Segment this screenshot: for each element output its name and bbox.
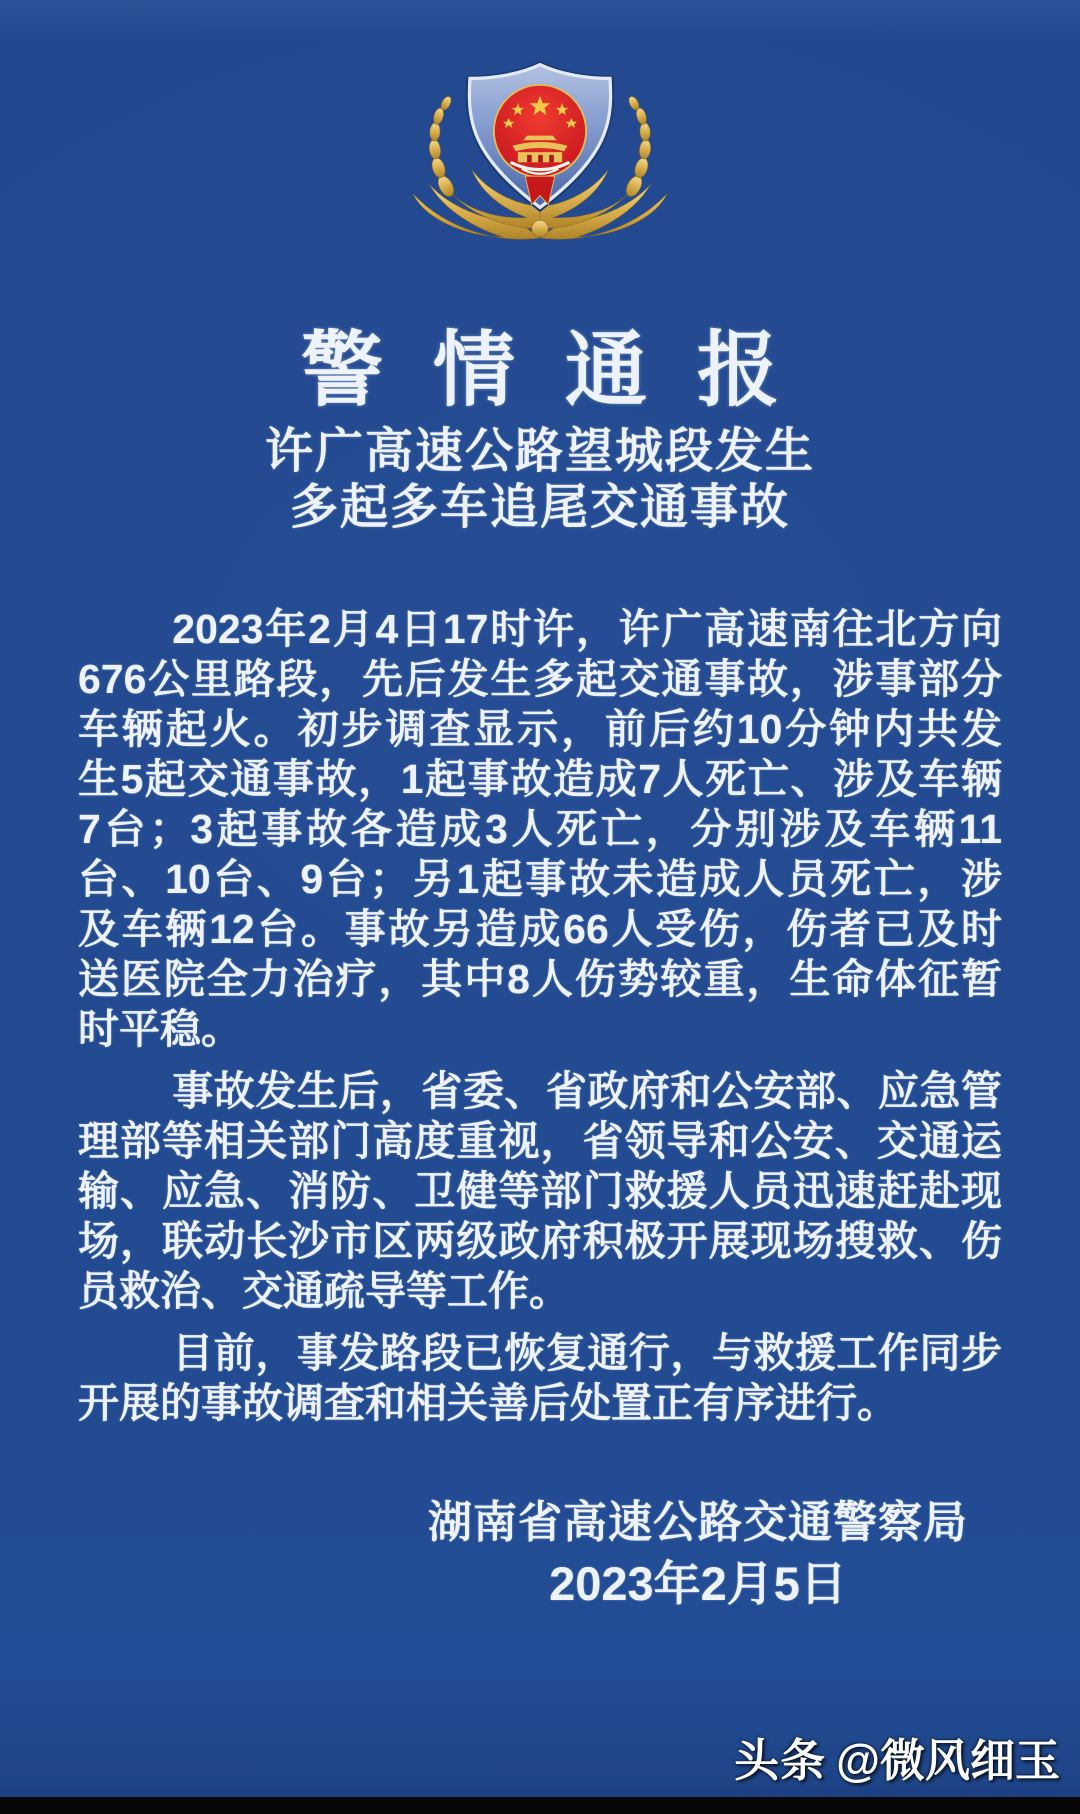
paragraph (78, 604, 1002, 1054)
body-line: 7台；3起事故各造成3人死亡，分别涉及车辆11 (78, 806, 1002, 852)
body-line: 车辆起火。初步调查显示，前后约10分钟内共发 (78, 706, 1002, 752)
body-line: 台、10台、9台；另1起事故未造成人员死亡，涉 (78, 856, 1002, 902)
paragraph (78, 1066, 1002, 1316)
body-line: 及车辆12台。事故另造成66人受伤，伤者已及时 (78, 906, 1002, 952)
body-line: 理部等相关部门高度重视，省领导和公安、交通运 (78, 1118, 1002, 1164)
body-line: 员救治、交通疏导等工作。 (78, 1268, 570, 1314)
issuer-name: 湖南省高速公路交通警察局 (428, 1498, 968, 1547)
notice-subtitle (0, 424, 1080, 536)
subtitle-line-1: 许广高速公路望城段发生 (264, 425, 815, 478)
body-line: 场，联动长沙市区两级政府积极开展现场搜救、伤 (78, 1218, 1002, 1264)
body-line: 事故发生后，省委、省政府和公安部、应急管 (172, 1068, 1002, 1114)
bottom-bar (0, 1797, 1080, 1814)
body-line: 生5起交通事故，1起事故造成7人死亡、涉及车辆 (78, 756, 1002, 802)
bottom-shade (0, 1788, 1080, 1797)
watermark-platform-label: 头条 (734, 1735, 827, 1786)
notice-body (0, 604, 1080, 1428)
paragraph (78, 1328, 1002, 1428)
body-line: 目前，事发路段已恢复通行，与救援工作同步 (172, 1330, 1002, 1376)
subtitle-line-2: 多起多车追尾交通事故 (289, 481, 790, 534)
police-badge-emblem (392, 48, 688, 260)
body-line: 开展的事故调查和相关善后处置正有序进行。 (78, 1380, 898, 1426)
body-line: 676公里路段，先后发生多起交通事故，涉事部分 (78, 656, 1002, 702)
watermark-handle: @微风细玉 (836, 1735, 1060, 1786)
body-line: 输、应急、消防、卫健等部门救援人员迅速赶赴现 (78, 1168, 1002, 1214)
signature-block (428, 1496, 968, 1612)
notice-title: 警情通报 (300, 324, 829, 416)
national-emblem (494, 85, 586, 205)
body-line: 时平稳。 (78, 1006, 242, 1052)
issue-date: 2023年2月5日 (549, 1557, 847, 1610)
body-line: 送医院全力治疗，其中8人伤势较重，生命体征暂 (78, 956, 1002, 1002)
watermark (734, 1736, 1060, 1786)
body-line: 2023年2月4日17时许，许广高速南往北方向 (172, 606, 1002, 652)
